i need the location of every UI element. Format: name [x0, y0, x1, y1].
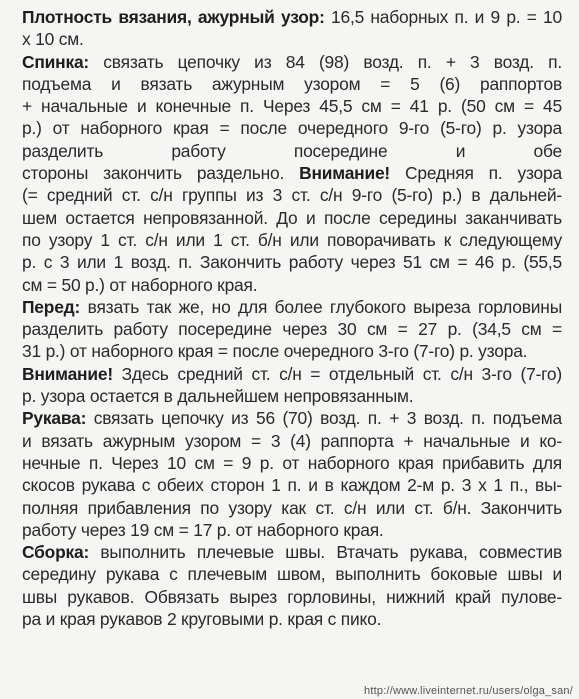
line-text: связать цепочку из 84 (98) возд. п. + 3 возд. п.	[89, 51, 562, 72]
line-text: ра и края рукавов 2 круговыми р. края с пико.	[22, 609, 382, 630]
text-line	[22, 73, 562, 95]
section-assembly	[22, 541, 562, 630]
line-text: Здесь средний ст. с/н = отдельный ст. с/н 3-го (7-го)	[112, 363, 562, 384]
line-text: подъема и вязать ажурным узором = 5 (6) раппортов	[22, 73, 562, 94]
section-heading: Плотность вязания, ажурный узор:	[22, 7, 325, 27]
attention-label: Внимание!	[284, 163, 391, 184]
line-text: шем остается непровязанной. До и после середины заканчивать	[22, 207, 562, 228]
line-text: Средняя п. узора	[390, 163, 562, 184]
text-line	[22, 140, 562, 162]
text-line	[22, 318, 562, 340]
section-heading: Спинка:	[22, 51, 90, 72]
section-density	[22, 6, 562, 51]
text-line	[22, 430, 562, 452]
text-line	[22, 95, 562, 117]
text-line	[22, 474, 562, 496]
text-line	[22, 452, 562, 474]
line-text: + начальные и конечные п. Через 45,5 см = 41 р. (50 см = 45	[22, 96, 562, 117]
line-text: р. узора остается в дальнейшем непровязанным.	[22, 386, 414, 407]
text-line	[22, 497, 562, 519]
line-text: стороны закончить раздельно.	[22, 163, 285, 184]
line-text: р.) от наборного края = после очередного 9-го (5-го) р. узора	[22, 118, 562, 139]
line-text: р. с 3 или 1 возд. п. Закончить работу через 51 см = 46 р. (55,5	[22, 252, 562, 273]
text-line	[22, 608, 562, 630]
section-heading: Сборка:	[22, 542, 90, 563]
text-line	[22, 563, 562, 585]
line-text: скосов рукава с обеих сторон 1 п. и в каждом 2-м р. 3 х 1 п., вы-	[22, 475, 562, 496]
line-text: (= средний ст. с/н группы из 3 ст. с/н 9-го (5-го) р.) в дальней-	[22, 185, 562, 206]
line-text: и вязать ажурным узором = 3 (4) раппорта + начальные и ко-	[22, 430, 562, 451]
text-line	[22, 407, 562, 429]
line-text: 31 р.) от наборного края = после очередного 3-го (7-го) р. узора.	[22, 341, 528, 362]
section-heading: Перед:	[22, 296, 81, 317]
text-line	[22, 385, 562, 407]
text-line	[22, 184, 562, 206]
text-line	[22, 251, 562, 273]
section-sleeves	[22, 407, 562, 541]
text-line	[22, 519, 562, 541]
text-line	[22, 28, 562, 50]
text-line	[22, 207, 562, 229]
line-text: х 10 см.	[22, 29, 84, 50]
text-line	[22, 340, 562, 362]
text-line	[22, 162, 562, 184]
section-heading: Внимание!	[22, 363, 113, 384]
line-text: швы рукавов. Обвязать вырез горловины, нижний край пулове-	[22, 586, 562, 607]
line-text: середину рукава с плечевым швом, выполнить боковые швы и	[22, 564, 562, 585]
line-text: разделить работу посередине и обе	[22, 140, 562, 161]
source-watermark: http://www.liveinternet.ru/users/olga_san/	[364, 685, 573, 697]
line-text: разделить работу посередине через 30 см = 27 р. (34,5 см =	[22, 319, 562, 340]
text-line	[22, 363, 562, 385]
knitting-instructions	[22, 6, 562, 630]
line-text: 16,5 наборных п. и 9 р. = 10	[324, 7, 562, 27]
line-text: нечные п. Через 10 см = 9 р. от наборного края прибавить для	[22, 452, 562, 473]
line-text: полняя прибавления по узору как ст. с/н или ст. б/н. Закончить	[22, 497, 562, 518]
text-line	[22, 274, 562, 296]
line-text: вязать так же, но для более глубокого выреза горловины	[80, 296, 562, 317]
line-text: выполнить плечевые швы. Втачать рукава, совместив	[89, 542, 562, 563]
line-text: по узору 1 ст. с/н или 1 ст. б/н или поворачивать к следующему	[22, 229, 562, 250]
text-line	[22, 296, 562, 318]
text-line	[22, 229, 562, 251]
line-text: связать цепочку из 56 (70) возд. п. + 3 возд. п. подъема	[86, 408, 562, 429]
text-line	[22, 117, 562, 139]
section-front	[22, 296, 562, 407]
text-line	[22, 541, 562, 563]
text-line	[22, 51, 562, 73]
line-text: см = 50 р.) от наборного края.	[22, 274, 258, 295]
text-line	[22, 6, 562, 28]
section-heading: Рукава:	[22, 408, 87, 429]
section-back	[22, 51, 562, 296]
text-line	[22, 586, 562, 608]
line-text: работу через 19 см = 17 р. от наборного края.	[22, 519, 384, 540]
